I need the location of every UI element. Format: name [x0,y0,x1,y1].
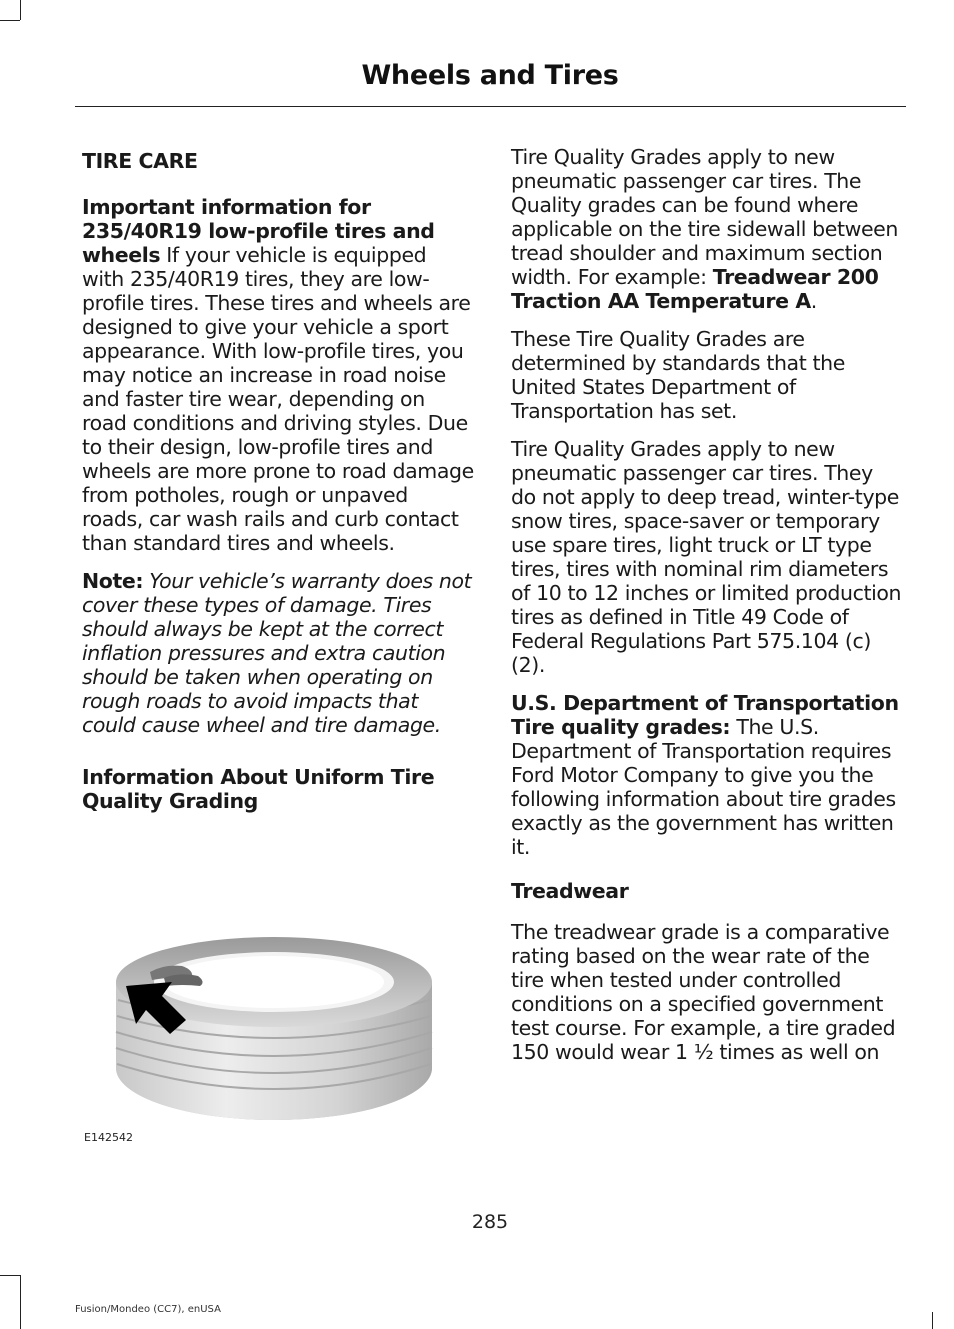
quality-grades-paragraph [511,145,903,313]
footer-model: Fusion/Mondeo (CC7), enUSA [75,1304,221,1315]
dot-text: The U.S. Department of Transportation requires Ford Motor Company to give you the following information about tire grades exactly as the government has written it. [511,715,896,859]
note-paragraph [82,569,474,737]
crop-mark [0,1275,20,1276]
uniform-grading-heading: Information About Uniform Tire Quality Grading [82,765,435,813]
figure-label: E142542 [84,1131,133,1144]
dot-paragraph [511,691,903,859]
right-column [511,145,903,1064]
note-text: Your vehicle’s warranty does not cover these types of damage. Tires should always be kept at the correct inflation pressures and extra caution should be taken when operating on rough roads to avoid impacts that could cause wheel and tire damage. [82,569,472,737]
crop-mark [20,0,21,20]
quality-grades-example: Treadwear 200 Traction AA Temperature A [511,265,879,313]
applicability-paragraph: Tire Quality Grades apply to new pneumatic passenger car tires. They do not apply to deep tread, winter-type snow tires, space-saver or temporary use spare tires, light truck or LT type tires, tires with nominal rim diameters of 10 to 12 inches or limited production tires as defined in Title 49 Code of Federal Regulations Part 575.104 (c)(2). [511,437,902,677]
page-number: 285 [471,1211,509,1233]
crop-mark [932,1312,933,1329]
low-profile-text: If your vehicle is equipped with 235/40R19 tires, they are low-profile tires. These tires and wheels are designed to give your vehicle a sport appearance. With low-profile tires, you may notice an increase in road noise and faster tire wear, depending on road conditions and driving styles. Due to their design, low-profile tires and wheels are more prone to road damage from potholes, rough or unpaved roads, car wash rails and curb contact than standard tires and wheels. [82,243,474,555]
low-profile-heading: Important information for 235/40R19 low-profile tires and wheels [82,195,435,267]
dot-heading: U.S. Department of Transportation Tire quality grades: [511,691,899,739]
section-title: TIRE CARE [82,149,198,173]
quality-grades-text: Tire Quality Grades apply to new pneumatic passenger car tires. The Quality grades can be found where applicable on the tire sidewall between tread shoulder and maximum section width. For example: [511,145,898,289]
standards-paragraph: These Tire Quality Grades are determined by standards that the United States Department of Transportation has set. [511,327,845,423]
treadwear-paragraph: The treadwear grade is a comparative rating based on the wear rate of the tire when tested under controlled conditions on a specified government test course. For example, a tire graded 150 would wear 1 ½ times as well on [511,920,896,1064]
quality-grades-period: . [810,289,817,313]
treadwear-heading: Treadwear [511,879,629,903]
page-header-title: Wheels and Tires [361,60,619,91]
crop-mark [0,20,20,21]
tire-illustration [82,920,447,1150]
note-label: Note: [82,569,144,593]
low-profile-paragraph [82,195,474,555]
crop-mark [20,1275,21,1329]
header-divider [75,106,906,107]
left-column [82,145,474,813]
